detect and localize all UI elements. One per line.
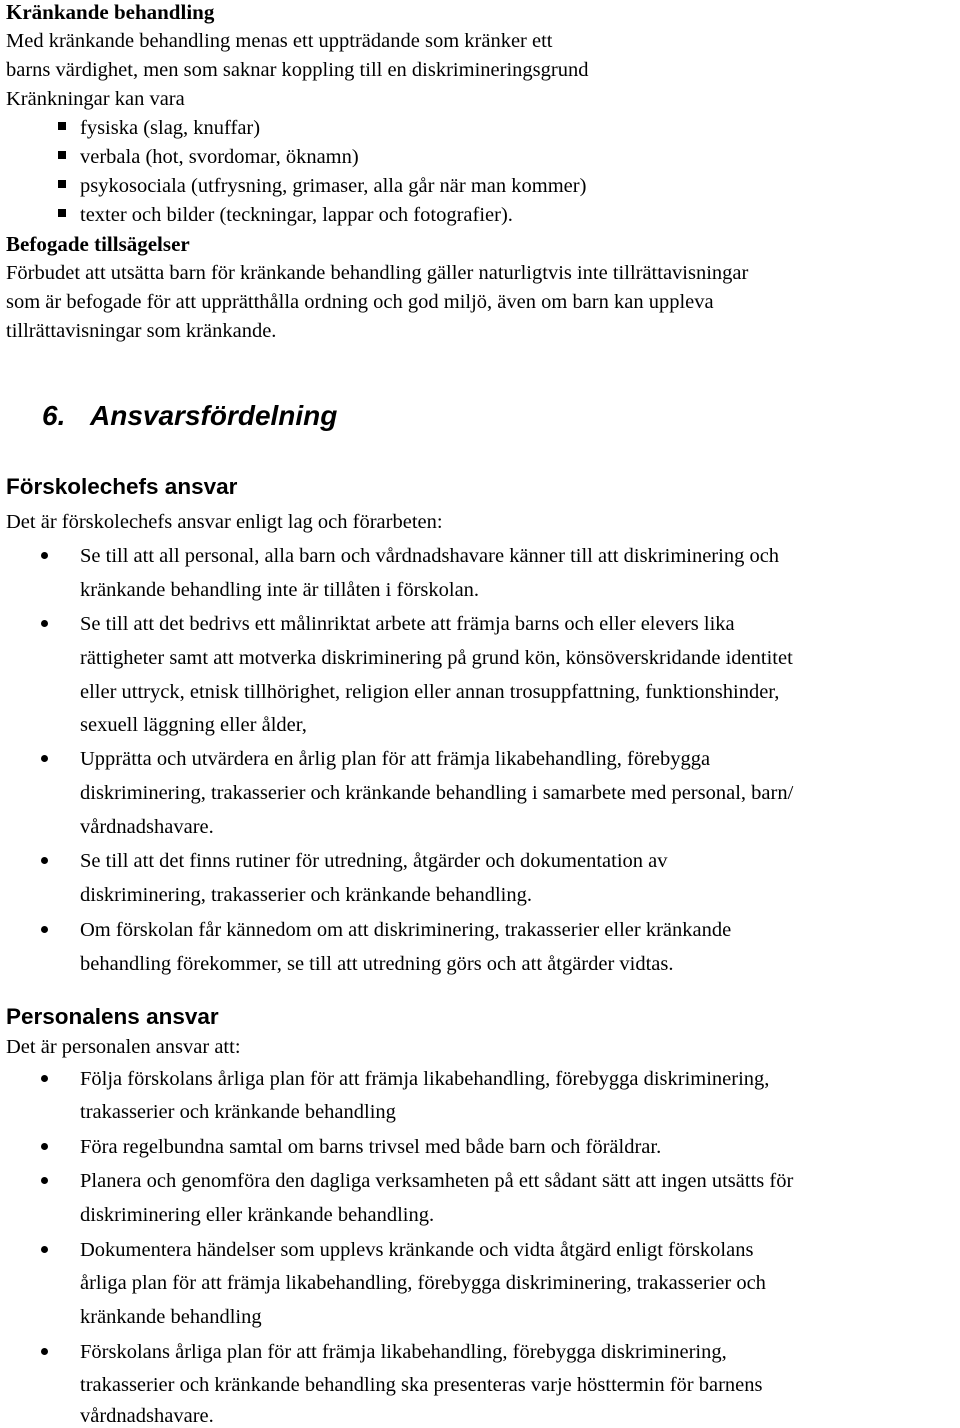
personal-bullet-4-line-2: årliga plan för att främja likabehandling, förebygga diskriminering, trakasserier och xyxy=(80,1272,766,1294)
krankande-item-3: psykosociala (utfrysning, grimaser, alla går när man kommer) xyxy=(80,175,587,197)
forskolechef-bullet-5-line-2: behandling förekommer, se till att utredning görs och att åtgärder vidtas. xyxy=(80,953,674,975)
krankande-line-2: barns värdighet, men som saknar koppling till en diskrimineringsgrund xyxy=(6,59,589,81)
personal-bullet-3-line-2: diskriminering eller kränkande behandling. xyxy=(80,1204,435,1226)
bullet-icon xyxy=(41,1143,48,1150)
forskolechef-bullet-2-line-4: sexuell läggning eller ålder, xyxy=(80,714,307,736)
square-bullet-icon xyxy=(58,180,66,188)
forskolechef-bullet-5-line-1: Om förskolan får kännedom om att diskriminering, trakasserier eller kränkande xyxy=(80,919,732,941)
personal-intro: Det är personalen ansvar att: xyxy=(6,1036,241,1058)
bullet-icon xyxy=(41,755,48,762)
befogade-line-3: tillrättavisningar som kränkande. xyxy=(6,320,277,342)
heading-befogade-tillsagelser: Befogade tillsägelser xyxy=(6,232,190,256)
section-title: Ansvarsfördelning xyxy=(90,400,338,431)
krankande-line-1: Med kränkande behandling menas ett uppträdande som kränker ett xyxy=(6,30,553,52)
bullet-icon xyxy=(41,1348,48,1355)
heading-forskolechefs-ansvar: Förskolechefs ansvar xyxy=(6,474,238,499)
bullet-icon xyxy=(41,1177,48,1184)
befogade-line-2: som är befogade för att upprätthålla ordning och god miljö, även om barn kan uppleva xyxy=(6,291,714,313)
forskolechef-bullet-3-line-1: Upprätta och utvärdera en årlig plan för att främja likabehandling, förebygga xyxy=(80,748,711,770)
personal-bullet-5-line-2: trakasserier och kränkande behandling ska presenteras varje hösttermin för barnens xyxy=(80,1374,763,1396)
personal-bullet-1-line-1: Följa förskolans årliga plan för att främja likabehandling, förebygga diskriminering, xyxy=(80,1068,770,1090)
forskolechef-bullet-2-line-1: Se till att det bedrivs ett målinriktat arbete att främja barns och eller elevers lika xyxy=(80,613,735,635)
personal-bullet-2-line-1: Föra regelbundna samtal om barns trivsel med både barn och föräldrar. xyxy=(80,1136,662,1158)
bullet-icon xyxy=(41,552,48,559)
heading-personalens-ansvar: Personalens ansvar xyxy=(6,1004,219,1029)
forskolechef-bullet-3-line-3: vårdnadshavare. xyxy=(80,816,214,838)
forskolechef-bullet-1-line-1: Se till att all personal, alla barn och vårdnadshavare känner till att diskriminering och xyxy=(80,545,780,567)
section-number: 6. xyxy=(42,400,66,431)
krankande-item-2: verbala (hot, svordomar, öknamn) xyxy=(80,146,359,168)
befogade-line-1: Förbudet att utsätta barn för kränkande behandling gäller naturligtvis inte tillrättavisningar xyxy=(6,262,749,284)
krankande-line-3: Kränkningar kan vara xyxy=(6,88,185,110)
heading-krankande-behandling: Kränkande behandling xyxy=(6,0,215,24)
square-bullet-icon xyxy=(58,209,66,217)
bullet-icon xyxy=(41,1075,48,1082)
forskolechef-bullet-4-line-2: diskriminering, trakasserier och kränkande behandling. xyxy=(80,884,532,906)
bullet-icon xyxy=(41,926,48,933)
personal-bullet-4-line-3: kränkande behandling xyxy=(80,1306,262,1328)
bullet-icon xyxy=(41,1246,48,1253)
personal-bullet-3-line-1: Planera och genomföra den dagliga verksamheten på ett sådant sätt att ingen utsätts för xyxy=(80,1170,794,1192)
personal-bullet-1-line-2: trakasserier och kränkande behandling xyxy=(80,1101,396,1123)
forskolechef-bullet-1-line-2: kränkande behandling inte är tillåten i förskolan. xyxy=(80,579,480,601)
personal-bullet-5-line-3: vårdnadshavare. xyxy=(80,1405,214,1427)
krankande-item-4: texter och bilder (teckningar, lappar och fotografier). xyxy=(80,204,513,226)
personal-bullet-5-line-1: Förskolans årliga plan för att främja likabehandling, förebygga diskriminering, xyxy=(80,1341,727,1363)
square-bullet-icon xyxy=(58,122,66,130)
krankande-item-1: fysiska (slag, knuffar) xyxy=(80,117,261,139)
forskolechef-bullet-4-line-1: Se till att det finns rutiner för utredning, åtgärder och dokumentation av xyxy=(80,850,668,872)
bullet-icon xyxy=(41,620,48,627)
personal-bullet-4-line-1: Dokumentera händelser som upplevs kränkande och vidta åtgärd enligt förskolans xyxy=(80,1239,754,1261)
bullet-icon xyxy=(41,857,48,864)
forskolechef-bullet-3-line-2: diskriminering, trakasserier och kränkande behandling i samarbete med personal, barn/ xyxy=(80,782,794,804)
forskolechef-intro: Det är förskolechefs ansvar enligt lag och förarbeten: xyxy=(6,511,443,533)
forskolechef-bullet-2-line-3: eller uttryck, etnisk tillhörighet, religion eller annan trosuppfattning, funktionshinder, xyxy=(80,681,780,703)
square-bullet-icon xyxy=(58,151,66,159)
forskolechef-bullet-2-line-2: rättigheter samt att motverka diskriminering på grund kön, könsöverskridande identitet xyxy=(80,647,793,669)
